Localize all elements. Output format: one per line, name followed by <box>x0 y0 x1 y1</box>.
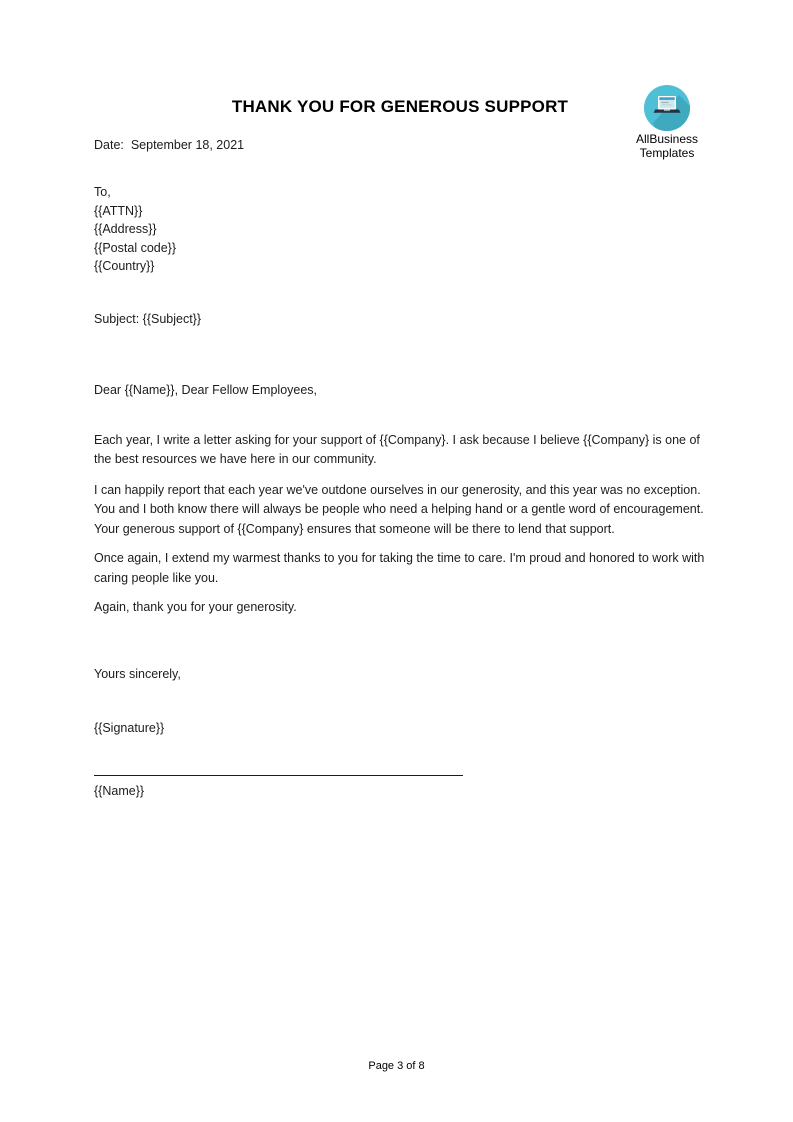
date-line: Date: September 18, 2021 <box>94 138 245 152</box>
logo-text-line1: AllBusiness <box>635 132 699 146</box>
recipient-postal-code-placeholder: {{Postal code}} <box>94 240 177 255</box>
recipient-country-placeholder: {{Country}} <box>94 259 155 274</box>
subject-line: Subject: {{Subject}} <box>94 311 202 326</box>
body-paragraph-2: I can happily report that each year we've outdone ourselves in our generosity, and this year was no exception. You and I both know there will always be people who need a helping hand or a gentle word of encouragement. Your generous support of {{Company} ensures that someone will be there to lend that support. <box>94 482 704 536</box>
signer-name-placeholder: {{Name}} <box>94 783 145 798</box>
letter-title: THANK YOU FOR GENEROUS SUPPORT <box>231 97 569 116</box>
recipient-attn-placeholder: {{ATTN}} <box>94 203 143 218</box>
body-paragraph-4: Again, thank you for your generosity. <box>94 600 297 615</box>
body-paragraph-1: Each year, I write a letter asking for your support of {{Company}. I ask because I believe {{Company} is one of the best resources we have here in our community. <box>94 432 700 467</box>
salutation: Dear {{Name}}, Dear Fellow Employees, <box>94 382 318 397</box>
signature-line <box>94 775 463 776</box>
logo-text-line2: Templates <box>639 146 695 160</box>
recipient-address-block <box>94 183 706 276</box>
body-paragraph-3: Once again, I extend my warmest thanks to you for taking the time to care. I'm proud and honored to work with caring people like you. <box>94 551 705 585</box>
valediction: Yours sincerely, <box>94 666 181 681</box>
signature-placeholder: {{Signature}} <box>94 720 165 735</box>
page-number: Page 3 of 8 <box>368 1060 425 1072</box>
letter-content <box>0 96 793 801</box>
recipient-address-placeholder: {{Address}} <box>94 222 157 237</box>
recipient-to: To, <box>94 185 111 199</box>
